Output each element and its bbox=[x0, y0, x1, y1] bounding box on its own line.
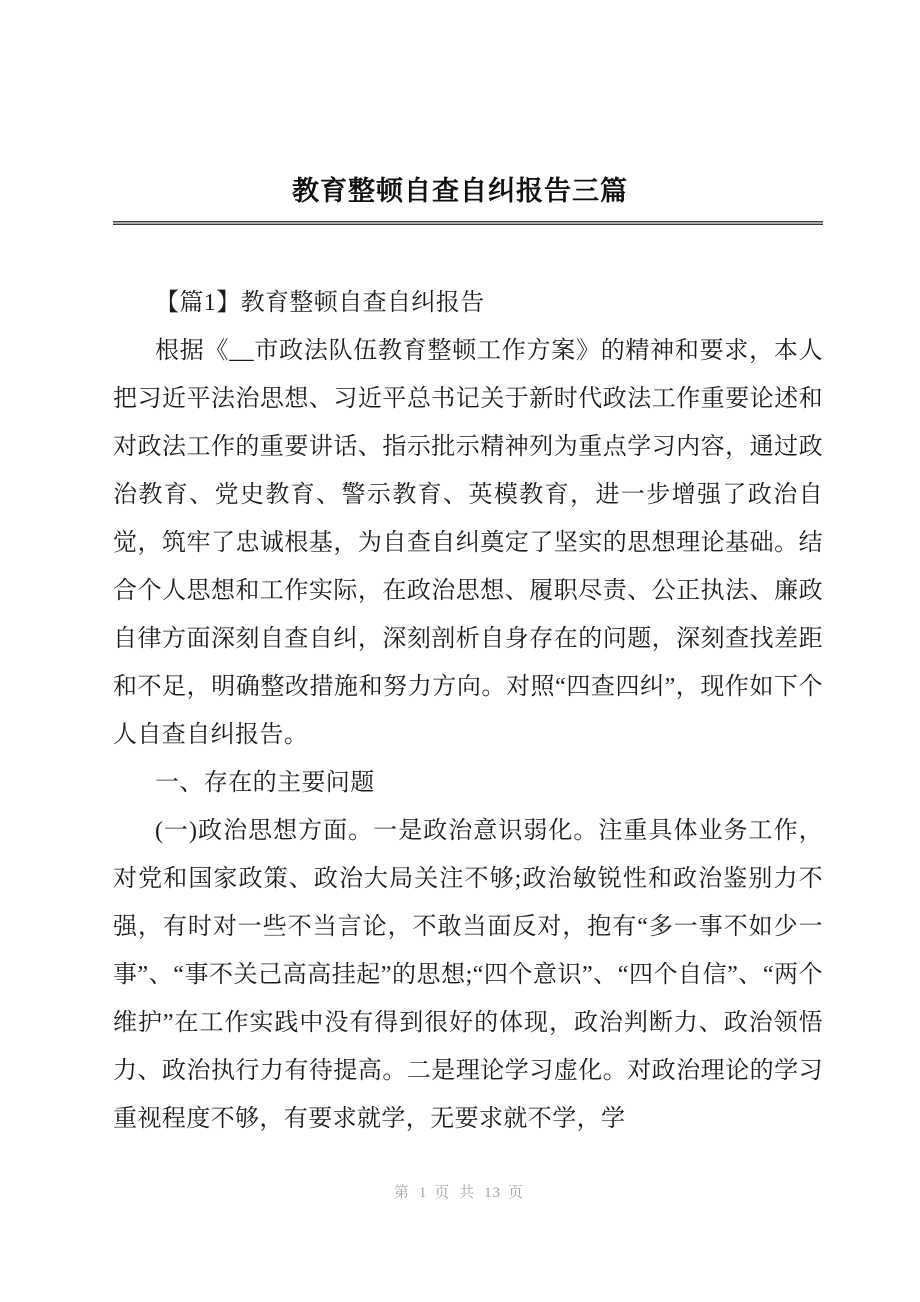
footer-label-pages: 页 bbox=[508, 1185, 527, 1201]
paragraph-section-heading: 【篇1】教育整顿自查自纠报告 bbox=[155, 290, 485, 317]
footer-current-page: 1 bbox=[418, 1185, 428, 1201]
footer-label-no: 第 bbox=[393, 1185, 412, 1201]
document-body bbox=[113, 279, 823, 1143]
content-area bbox=[0, 221, 920, 1143]
paragraph-political-thought: (一)政治思想方面。一是政治意识弱化。注重具体业务工作，对党和国家政策、政治大局关注不够;政治敏锐性和政治鉴别力不强，有时对一些不当言论，不敢当面反对，抱有“多一事不如少一事”、“事不关己高高挂起”的思想;“四个意识”、“四个自信”、“两个维护”在工作实践中没有得到很好的体现，政治判断力、政治领悟力、政治执行力有待提高。二是理论学习虚化。对政治理论的学习重视程度不够，有要求就学，无要求就不学，学 bbox=[113, 818, 823, 1133]
paragraph-intro: 根据《__市政法队伍教育整顿工作方案》的精神和要求，本人把习近平法治思想、习近平总书记关于新时代政法工作重要论述和对政法工作的重要讲话、指示批示精神列为重点学习内容，通过政治教育、党史教育、警示教育、英模教育，进一步增强了政治自觉，筑牢了忠诚根基，为自查自纠奠定了坚实的思想理论基础。结合个人思想和工作实际，在政治思想、履职尽责、公正执法、廉政自律方面深刻自查自纠，深刻剖析自身存在的问题，深刻查找差距和不足，明确整改措施和努力方向。对照“四查四纠”，现作如下个人自查自纠报告。 bbox=[113, 338, 823, 749]
paragraph-main-problems-heading: 一、存在的主要问题 bbox=[155, 770, 375, 797]
footer-label-page-of: 页 共 bbox=[434, 1185, 478, 1201]
title-divider-rule bbox=[113, 221, 823, 225]
page-footer bbox=[0, 1181, 920, 1202]
document-title: 教育整顿自查自纠报告三篇 bbox=[292, 176, 628, 206]
footer-total-pages: 13 bbox=[484, 1185, 502, 1201]
